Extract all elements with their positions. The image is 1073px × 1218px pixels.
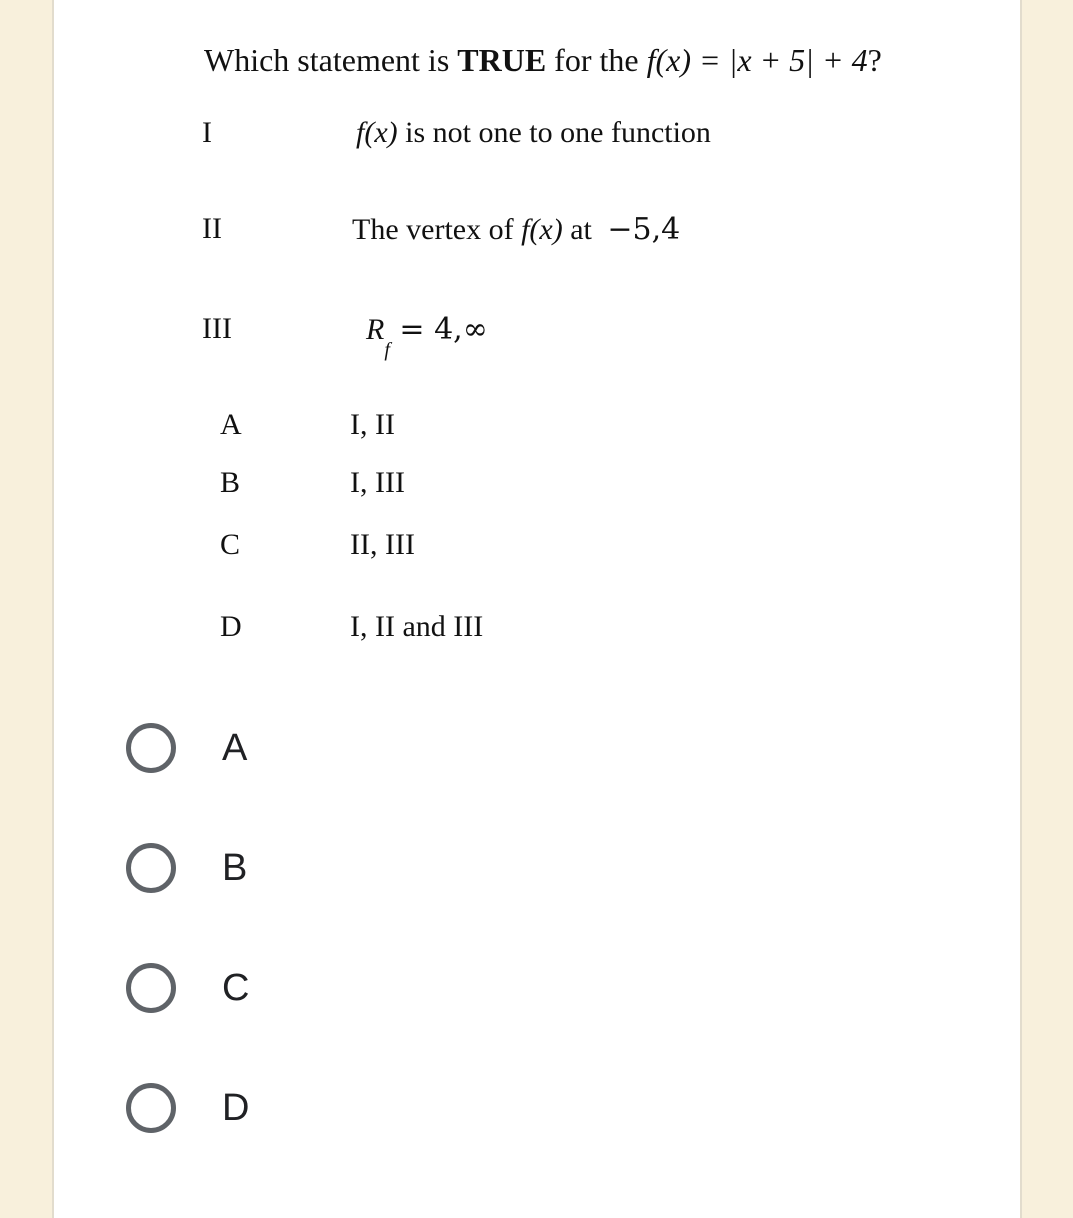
question-prefix: Which statement is (204, 42, 458, 78)
answer-letter: B (220, 466, 241, 499)
statement-value: = 4,∞ (389, 312, 488, 347)
statement-text (352, 212, 680, 247)
question-suffix: ? (867, 42, 882, 78)
radio-button[interactable] (126, 963, 176, 1013)
option-c[interactable] (126, 958, 249, 1018)
question-text (204, 42, 882, 79)
answer-letter: A (220, 408, 242, 441)
statement-body: is not one to one function (397, 116, 711, 149)
statement-numeral: III (202, 312, 232, 345)
statement-subscript: f (384, 339, 390, 361)
question-formula: f(x) = |x + 5| + 4 (646, 42, 868, 78)
option-label: C (222, 966, 250, 1009)
option-d[interactable] (126, 1078, 249, 1138)
statement-body: The vertex of (352, 213, 522, 246)
statement-text (356, 116, 711, 150)
option-a[interactable] (126, 718, 247, 778)
answer-value: I, III (350, 466, 405, 499)
answer-letter: C (220, 528, 241, 561)
answer-value: I, II (350, 408, 395, 441)
statement-numeral: II (202, 212, 222, 245)
statement-value: −5,4 (607, 212, 681, 247)
statement-body: at (562, 213, 600, 246)
statement-text (366, 312, 488, 361)
option-label: B (222, 846, 248, 889)
question-emphasis: TRUE (457, 42, 547, 78)
radio-button[interactable] (126, 723, 176, 773)
answer-value: II, III (350, 528, 415, 561)
radio-button[interactable] (126, 1083, 176, 1133)
option-label: A (222, 726, 248, 769)
question-card (52, 0, 1022, 1218)
answer-letter: D (220, 610, 242, 643)
answer-value: I, II and III (350, 610, 484, 643)
statement-math: f(x) (356, 116, 398, 149)
option-b[interactable] (126, 838, 247, 898)
question-middle: for the (546, 42, 647, 78)
option-label: D (222, 1086, 250, 1129)
statement-numeral: I (202, 116, 212, 149)
statement-math: R (366, 313, 385, 346)
statement-math: f(x) (521, 213, 563, 246)
radio-button[interactable] (126, 843, 176, 893)
